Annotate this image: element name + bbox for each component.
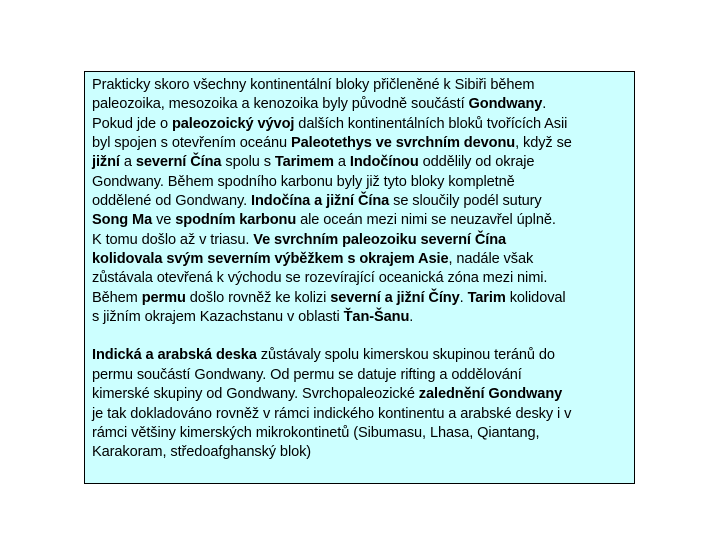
bold-term: Paleotethys ve svrchním devonu <box>291 135 516 152</box>
text-line <box>92 289 628 308</box>
text-run: je tak dokladováno rovněž v rámci indického kontinentu a arabské desky i v <box>92 405 572 422</box>
text-run: paleozoika, mesozoika a kenozoika byly původně součástí <box>92 96 469 113</box>
bold-term: jižní <box>92 154 120 171</box>
text-run: došlo rovněž ke kolizi <box>185 289 331 306</box>
text-run: . <box>459 289 468 306</box>
bold-term: severní Čína <box>135 154 222 171</box>
text-line <box>92 95 628 114</box>
text-line <box>92 231 628 250</box>
text-run: . <box>409 309 414 326</box>
text-run: Během <box>92 289 142 306</box>
text-line <box>92 424 628 443</box>
text-run: dalších kontinentálních bloků tvořících Asii <box>294 115 568 132</box>
text-run: ve <box>152 212 176 229</box>
text-line <box>92 134 628 153</box>
text-line <box>92 366 628 385</box>
text-line <box>92 308 628 327</box>
text-run: oddělily od okraje <box>418 154 535 171</box>
bold-term: Tarimem <box>274 154 334 171</box>
text-line <box>92 405 628 424</box>
text-line <box>92 192 628 211</box>
text-run: , když se <box>515 135 572 152</box>
text-run: rámci většiny kimerských mikrokontinetů (Sibumasu, Lhasa, Qiantang, <box>92 424 540 441</box>
text-run: zůstávala otevřená k východu se rozevírající oceanická zóna mezi nimi. <box>92 270 548 287</box>
bold-term: Song Ma <box>92 212 153 229</box>
bold-term: Indická a arabská deska <box>92 347 257 364</box>
bold-term: permu <box>141 289 186 306</box>
bold-term: Indočína a jižní Čína <box>251 193 390 210</box>
text-line <box>92 443 628 462</box>
text-line <box>92 269 628 288</box>
bold-term: Indočínou <box>349 154 419 171</box>
paragraph-2 <box>92 346 628 462</box>
text-line <box>92 115 628 134</box>
bold-term: severní a jižní Číny <box>330 289 460 306</box>
bold-term: paleozoický vývoj <box>171 115 295 132</box>
text-line <box>92 250 628 269</box>
text-line <box>92 153 628 172</box>
text-line <box>92 385 628 404</box>
paragraph-1 <box>92 76 628 327</box>
text-run: kolidoval <box>505 289 566 306</box>
text-run: s jižním okrajem Kazachstanu v oblasti <box>92 309 344 326</box>
text-line <box>92 211 628 230</box>
bold-term: spodním karbonu <box>175 212 297 229</box>
text-line <box>92 76 628 95</box>
text-run: . <box>542 96 547 113</box>
bold-term: zalednění Gondwany <box>418 386 563 403</box>
text-run: a <box>333 154 350 171</box>
text-run: kimerské skupiny od Gondwany. Svrchopaleozické <box>92 386 419 403</box>
text-box <box>84 71 635 484</box>
text-run: se sloučily podél sutury <box>389 193 542 210</box>
text-run: zůstávaly spolu kimerskou skupinou teránů do <box>256 347 555 364</box>
bold-term: Tarim <box>467 289 506 306</box>
text-run: ale oceán mezi nimi se neuzavřel úplně. <box>296 212 556 229</box>
text-line <box>92 346 628 365</box>
text-run: permu součástí Gondwany. Od permu se datuje rifting a oddělování <box>92 366 522 383</box>
text-run: a <box>119 154 136 171</box>
text-line <box>92 173 628 192</box>
text-run: spolu s <box>221 154 275 171</box>
text-run: Prakticky skoro všechny kontinentální bloky přičleněné k Sibiři během <box>92 77 535 93</box>
bold-term: Gondwany <box>468 96 543 113</box>
text-run: , nadále však <box>448 251 534 268</box>
bold-term: kolidovala svým severním výběžkem s okrajem Asie <box>92 251 449 268</box>
text-run: K tomu došlo až v triasu. <box>92 231 254 248</box>
text-run: Pokud jde o <box>92 115 172 132</box>
bold-term: Ťan-Šanu <box>343 309 410 326</box>
text-run: byl spojen s otevřením oceánu <box>92 135 291 152</box>
text-run: Gondwany. Během spodního karbonu byly již tyto bloky kompletně <box>92 173 515 190</box>
text-run: oddělené od Gondwany. <box>92 193 251 210</box>
text-run: Karakoram, středoafghanský blok) <box>92 444 312 461</box>
bold-term: Ve svrchním paleozoiku severní Čína <box>253 231 507 248</box>
